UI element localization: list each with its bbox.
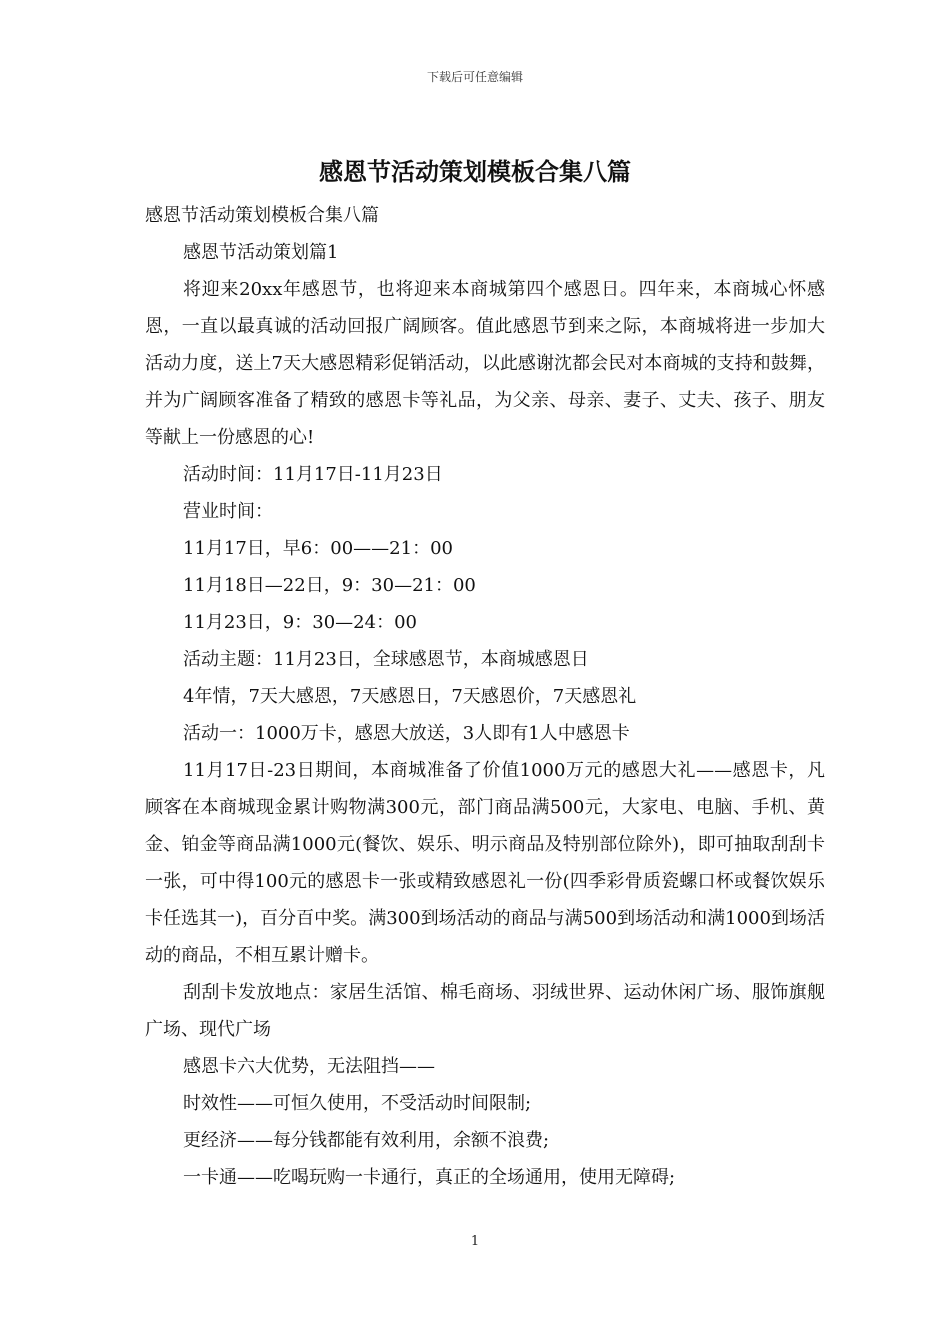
page-number: 1 — [470, 1234, 480, 1249]
header-note: 下载后可任意编辑 — [426, 70, 523, 84]
advantage-item-2: 更经济——每分钱都能有效利用，余额不浪费; — [183, 1130, 550, 1151]
advantage-item-3: 一卡通——吃喝玩购一卡通行，真正的全场通用，使用无障碍; — [183, 1167, 676, 1188]
activity-one-detail: 11月17日-23日期间，本商城准备了价值1000万元的感恩大礼——感恩卡，凡顾客在本商城现金累计购物满300元，部门商品满500元，大家电、电脑、手机、黄金、铂金等商品满1000元(餐饮、娱乐、明示商品及特别部位除外)，即可抽取刮刮卡一张，可中得100元的感恩卡一张或精致感恩礼一份(四季彩骨质瓷螺口杯或餐饮娱乐卡任选其一)，百分百中奖。满300到场活动的商品与满500到场活动和满1000到场活动的商品，不相互累计赠卡。 — [145, 760, 825, 966]
document-title: 感恩节活动策划模板合集八篇 — [319, 157, 631, 186]
activity-time: 活动时间：11月17日-11月23日 — [183, 464, 443, 485]
section-heading: 感恩节活动策划篇1 — [183, 242, 339, 263]
theme-slogan: 4年情，7天大感恩，7天感恩日，7天感恩价，7天感恩礼 — [183, 686, 637, 707]
intro-paragraph: 将迎来20xx年感恩节，也将迎来本商城第四个感恩日。四年来，本商城心怀感恩，一直以最真诚的活动回报广阔顾客。值此感恩节到来之际，本商城将进一步加大活动力度，送上7天大感恩精彩促销活动，以此感谢沈都会民对本商城的支持和鼓舞，并为广阔顾客准备了精致的感恩卡等礼品，为父亲、母亲、妻子、丈夫、孩子、朋友等献上一份感恩的心! — [145, 279, 825, 448]
advantage-item-1: 时效性——可恒久使用，不受活动时间限制; — [183, 1093, 532, 1114]
activity-one-heading: 活动一：1000万卡，感恩大放送，3人即有1人中感恩卡 — [183, 723, 630, 744]
activity-theme: 活动主题：11月23日，全球感恩节，本商城感恩日 — [183, 649, 589, 670]
document-body — [145, 197, 825, 1196]
document-subtitle: 感恩节活动策划模板合集八篇 — [145, 205, 379, 226]
card-advantages-heading: 感恩卡六大优势，无法阻挡—— — [183, 1056, 435, 1077]
hours-line-3: 11月23日，9：30—24：00 — [183, 612, 417, 633]
hours-line-2: 11月18日—22日，9：30—21：00 — [183, 575, 476, 596]
business-hours-label: 营业时间： — [183, 501, 273, 522]
hours-line-1: 11月17日，早6：00——21：00 — [183, 538, 453, 559]
card-locations: 刮刮卡发放地点：家居生活馆、棉毛商场、羽绒世界、运动休闲广场、服饰旗舰广场、现代广场 — [145, 982, 825, 1040]
